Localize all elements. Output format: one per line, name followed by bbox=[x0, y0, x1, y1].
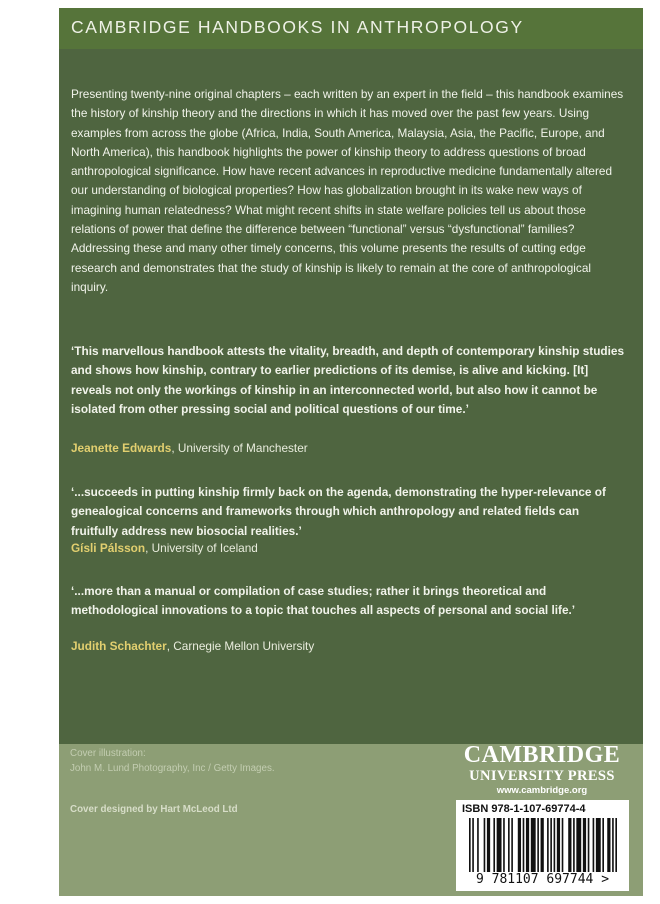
endorsement-attribution-2 bbox=[71, 541, 258, 555]
barcode-bar bbox=[487, 818, 490, 872]
barcode-bar bbox=[583, 818, 586, 872]
barcode-bar bbox=[511, 818, 513, 872]
barcode-bar bbox=[550, 818, 552, 872]
publisher-name: CAMBRIDGE bbox=[463, 742, 621, 768]
endorser-affiliation-3: , Carnegie Mellon University bbox=[166, 639, 315, 653]
endorsement-attribution-3 bbox=[71, 639, 314, 653]
barcode-bar bbox=[477, 818, 479, 872]
publisher-url: www.cambridge.org bbox=[496, 785, 588, 796]
barcode-bar bbox=[472, 818, 474, 872]
barcode-bar bbox=[493, 818, 495, 872]
cover-illustration-label: Cover illustration: bbox=[70, 748, 146, 759]
barcode-bar bbox=[497, 818, 502, 872]
cover-designer-credit: Cover designed by Hart McLeod Ltd bbox=[70, 804, 238, 815]
endorsement-quote-3: ‘...more than a manual or compilation of case studies; rather it brings theoretical and methodological innovations to a topic that touches all aspects of personal and social life.’ bbox=[71, 584, 576, 618]
barcode-bar bbox=[573, 818, 575, 872]
barcode-bar bbox=[576, 818, 581, 872]
endorser-name-2: Gísli Pálsson bbox=[71, 541, 146, 555]
publisher-press: UNIVERSITY PRESS bbox=[469, 768, 615, 784]
barcode-bar bbox=[596, 818, 601, 872]
series-band bbox=[59, 8, 643, 49]
cover-frame bbox=[59, 8, 643, 896]
barcode-bar bbox=[615, 818, 617, 872]
isbn-text: ISBN 978-1-107-69774-4 bbox=[462, 803, 586, 815]
endorsement-quote-1: ‘This marvellous handbook attests the vitality, breadth, and depth of contemporary kinship studies and shows how kinship, contrary to earlier predictions of its demise, is alive and kicking. [It] reveals not only the workings of kinship in an interconnected world, but also how it cannot be isolated from other pressing social and political questions of our time.’ bbox=[71, 344, 625, 416]
barcode-bar bbox=[607, 818, 610, 872]
barcode-bar bbox=[531, 818, 536, 872]
publisher-logo bbox=[457, 742, 627, 798]
endorser-affiliation-1: , University of Manchester bbox=[171, 441, 308, 455]
barcode-bar bbox=[469, 818, 471, 872]
barcode-bar bbox=[562, 818, 564, 872]
book-description: Presenting twenty-nine original chapters – each written by an expert in the field – this handbook examines the history of kinship theory and the directions in which it has moved over the past few years. Using examples from across the globe (Africa, India, South America, Malaysia, Asia, the Pacific, Europe, and North America), this handbook highlights the power of kinship theory to address questions of broad anthropological significance. How have recent advances in reproductive medicine fundamentally altered our understanding of biological properties? How has globalization brought in its wake new ways of imagining human relatedness? What might recent shifts in state welfare policies tell us about those relations of power that define the difference between “functional” versus “dysfunctional” families? Addressing these and many other timely concerns, this volume presents the results of cutting edge research and demonstrates that the study of kinship is likely to remain at the core of anthropological inquiry. bbox=[71, 87, 624, 294]
barcode-bar bbox=[526, 818, 529, 872]
barcode-bar bbox=[547, 818, 549, 872]
barcode-bar bbox=[568, 818, 571, 872]
barcode-digits: 9 781107 697744 > bbox=[475, 872, 610, 887]
endorsement-attribution-1 bbox=[71, 441, 308, 455]
barcode-bar bbox=[588, 818, 590, 872]
barcode-bar bbox=[554, 818, 556, 872]
barcode-bar bbox=[508, 818, 510, 872]
main-panel bbox=[59, 49, 643, 744]
endorsement-quote-2: ‘...succeeds in putting kinship firmly back on the agenda, demonstrating the hyper-relevance of genealogical concerns and frameworks through which anthropology and related fields can fruitfully address new biosocial realities.’ bbox=[71, 485, 606, 538]
barcode-bar bbox=[503, 818, 505, 872]
barcode-bar bbox=[557, 818, 560, 872]
cover-illustration-credit: John M. Lund Photography, Inc / Getty Images. bbox=[70, 763, 275, 774]
series-title: CAMBRIDGE HANDBOOKS IN ANTHROPOLOGY bbox=[71, 17, 524, 37]
barcode-bar bbox=[602, 818, 604, 872]
endorser-name-1: Jeanette Edwards bbox=[71, 441, 172, 455]
endorser-affiliation-2: , University of Iceland bbox=[145, 541, 258, 555]
barcode-bar bbox=[518, 818, 521, 872]
barcode-bar bbox=[523, 818, 525, 872]
barcode-box bbox=[456, 800, 629, 891]
barcode-bar bbox=[484, 818, 486, 872]
barcode-bar bbox=[612, 818, 614, 872]
barcode-bar bbox=[541, 818, 544, 872]
barcode-bar bbox=[593, 818, 595, 872]
barcode-icon bbox=[469, 818, 617, 872]
endorser-name-3: Judith Schachter bbox=[71, 639, 167, 653]
barcode-bar bbox=[537, 818, 539, 872]
